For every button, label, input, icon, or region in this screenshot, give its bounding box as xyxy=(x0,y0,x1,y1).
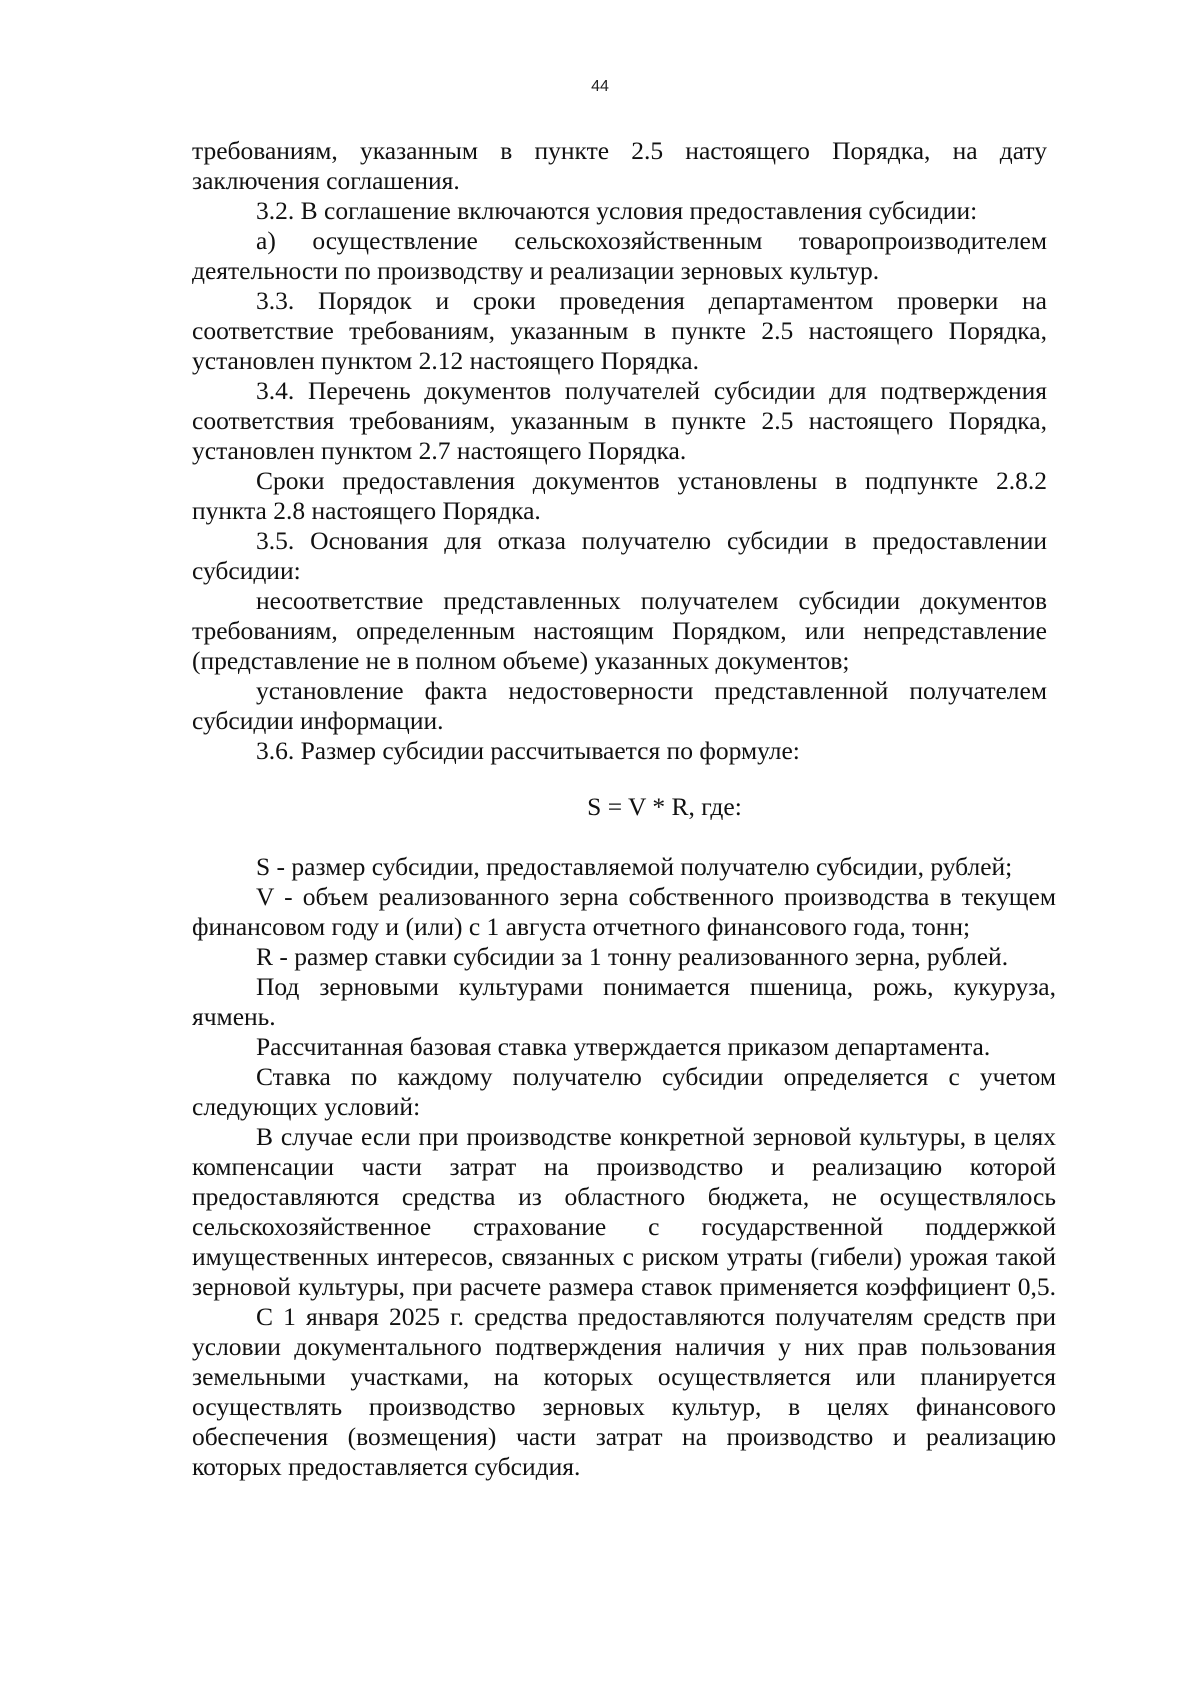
text-line: установление факта недостоверности представленной получателем xyxy=(256,676,1047,705)
text-line: S - размер субсидии, предоставляемой получателю субсидии, рублей; xyxy=(256,852,1013,881)
text-line: зерновой культуры, при расчете размера ставок применяется коэффициент 0,5. xyxy=(192,1272,1056,1301)
text-line: условии документального подтверждения наличия у них прав пользования xyxy=(192,1332,1056,1361)
text-line: сельскохозяйственное страхование с государственной поддержкой xyxy=(192,1212,1056,1241)
text-line: С 1 января 2025 г. средства предоставляются получателям средств при xyxy=(256,1302,1056,1331)
text-line: предоставляются средства из областного бюджета, не осуществлялось xyxy=(192,1182,1056,1211)
text-line: пункта 2.8 настоящего Порядка. xyxy=(192,496,541,525)
text-line: Под зерновыми культурами понимается пшеница, рожь, кукуруза, xyxy=(256,972,1056,1001)
text-line: Ставка по каждому получателю субсидии определяется с учетом xyxy=(256,1062,1056,1091)
formula: S = V * R, где: xyxy=(587,792,742,821)
text-line: Сроки предоставления документов установлены в подпункте 2.8.2 xyxy=(256,466,1047,495)
text-line: деятельности по производству и реализации зерновых культур. xyxy=(192,256,880,285)
text-line: 3.2. В соглашение включаются условия предоставления субсидии: xyxy=(256,196,978,225)
text-line: R - размер ставки субсидии за 1 тонну реализованного зерна, рублей. xyxy=(256,942,1009,971)
text-line: требованиям, указанным в пункте 2.5 настоящего Порядка, на дату xyxy=(192,136,1047,165)
text-line: которых предоставляется субсидия. xyxy=(192,1452,581,1481)
page-number: 44 xyxy=(591,78,609,95)
text-line: 3.3. Порядок и сроки проведения департаментом проверки на xyxy=(256,286,1047,315)
text-line: (представление не в полном объеме) указанных документов; xyxy=(192,646,850,675)
text-line: соответствие требованиям, указанным в пункте 2.5 настоящего Порядка, xyxy=(192,316,1047,345)
text-line: осуществлять производство зерновых культур, в целях финансового xyxy=(192,1392,1056,1421)
text-line: компенсации части затрат на производство и реализацию которой xyxy=(192,1152,1056,1181)
text-line: V - объем реализованного зерна собственного производства в текущем xyxy=(256,882,1056,911)
text-line: ячмень. xyxy=(192,1002,276,1031)
text-line: следующих условий: xyxy=(192,1092,421,1121)
text-line: субсидии: xyxy=(192,556,301,585)
text-line: 3.6. Размер субсидии рассчитывается по формуле: xyxy=(256,736,800,765)
text-line: Рассчитанная базовая ставка утверждается приказом департамента. xyxy=(256,1032,991,1061)
text-line: установлен пунктом 2.12 настоящего Порядка. xyxy=(192,346,699,375)
text-line: а) осуществление сельскохозяйственным товаропроизводителем xyxy=(256,226,1047,255)
text-line: субсидии информации. xyxy=(192,706,444,735)
text-line: установлен пунктом 2.7 настоящего Порядка. xyxy=(192,436,687,465)
text-line: 3.5. Основания для отказа получателю субсидии в предоставлении xyxy=(256,526,1047,555)
text-line: требованиям, определенным настоящим Порядком, или непредставление xyxy=(192,616,1047,645)
text-line: земельными участками, на которых осуществляется или планируется xyxy=(192,1362,1056,1391)
text-line: соответствия требованиям, указанным в пункте 2.5 настоящего Порядка, xyxy=(192,406,1047,435)
text-line: обеспечения (возмещения) части затрат на производство и реализацию xyxy=(192,1422,1056,1451)
text-line: заключения соглашения. xyxy=(192,166,460,195)
text-line: В случае если при производстве конкретной зерновой культуры, в целях xyxy=(256,1122,1056,1151)
text-line: имущественных интересов, связанных с риском утраты (гибели) урожая такой xyxy=(192,1242,1056,1271)
text-line: 3.4. Перечень документов получателей субсидии для подтверждения xyxy=(256,376,1047,405)
text-line: финансовом году и (или) с 1 августа отчетного финансового года, тонн; xyxy=(192,912,971,941)
text-line: несоответствие представленных получателем субсидии документов xyxy=(256,586,1047,615)
